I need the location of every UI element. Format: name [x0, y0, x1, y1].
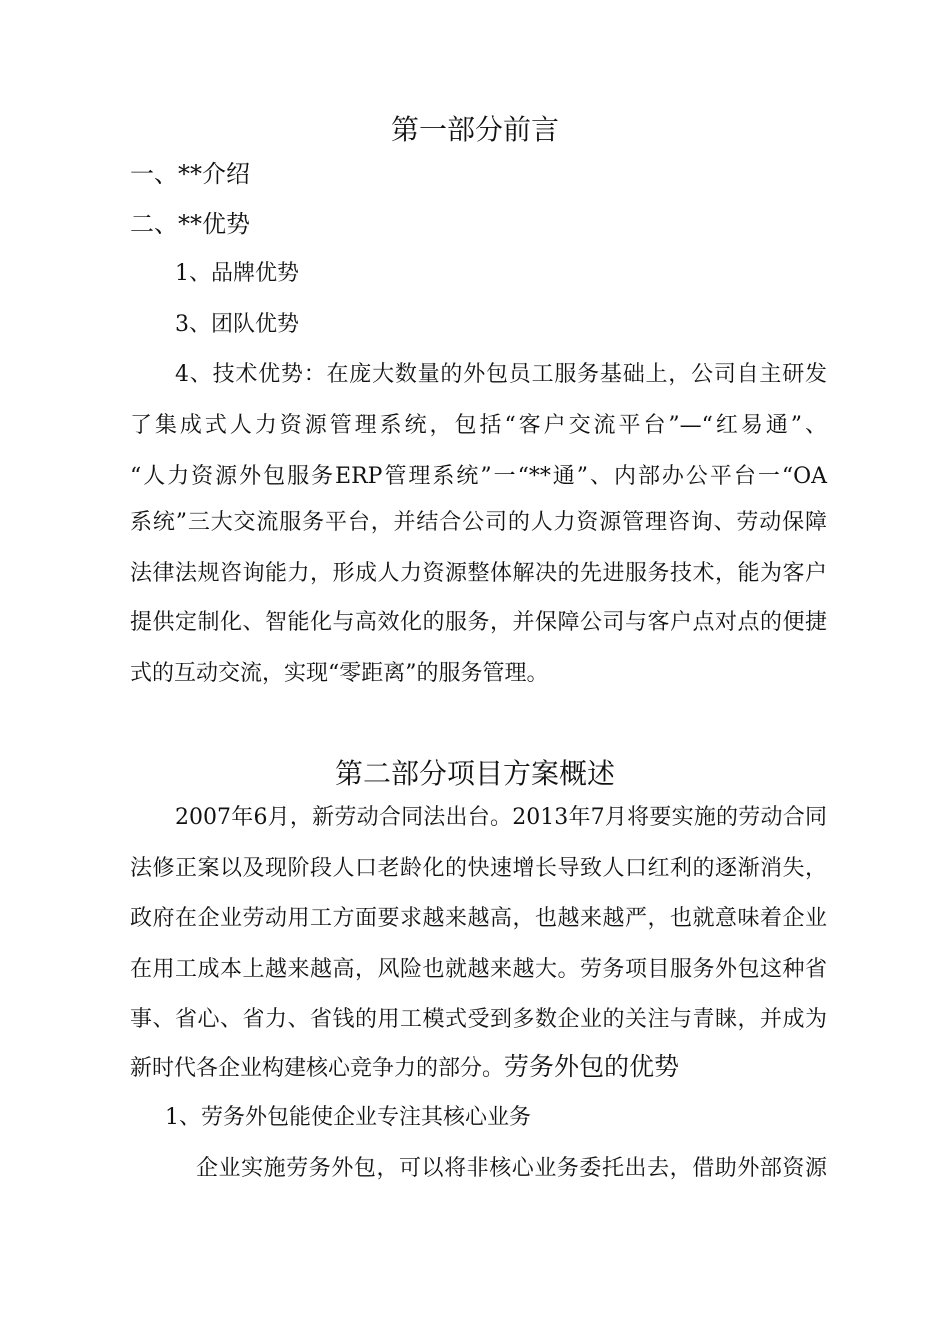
overview-paragraph-line: 法修正案以及现阶段人口老龄化的快速增长导致人口红利的逐渐消失， [130, 856, 827, 881]
section-heading-introduction: 一、**介绍 [130, 160, 250, 188]
overview-paragraph-last-line [130, 1052, 679, 1084]
tech-paragraph-line: 系统”三大交流服务平台，并结合公司的人力资源管理咨询、劳动保障 [130, 510, 827, 535]
overview-paragraph-line: 新时代各企业构建核心竞争力的部分。 [130, 1056, 505, 1081]
overview-paragraph-line: 2007年6月，新劳动合同法出台。2013年7月将要实施的劳动合同 [175, 805, 827, 830]
item-team-advantage: 3、团队优势 [175, 312, 299, 337]
item-brand-advantage: 1、品牌优势 [175, 261, 299, 286]
section-heading-advantages: 二、**优势 [130, 210, 250, 238]
subheading-core-business: 1、劳务外包能使企业专注其核心业务 [165, 1105, 531, 1130]
tech-paragraph-line: 式的互动交流，实现“零距离”的服务管理。 [130, 661, 549, 686]
part1-title: 第一部分前言 [390, 113, 559, 146]
part2-title: 第二部分项目方案概述 [334, 757, 615, 790]
overview-paragraph-line: 在用工成本上越来越高，风险也就越来越大。劳务项目服务外包这种省 [130, 957, 827, 982]
outsourcing-advantages-heading: 劳务外包的优势 [504, 1052, 680, 1081]
tech-paragraph-line: 了集成式人力资源管理系统，包括“客户交流平台”—“红易通”、 [130, 413, 827, 438]
tech-paragraph-line: 法律法规咨询能力，形成人力资源整体解决的先进服务技术，能为客户 [130, 561, 827, 586]
overview-paragraph-line: 事、省心、省力、省钱的用工模式受到多数企业的关注与青睐，并成为 [130, 1007, 827, 1032]
tech-paragraph-line: 提供定制化、智能化与高效化的服务，并保障公司与客户点对点的便捷 [130, 610, 827, 635]
tech-paragraph-line: “人力资源外包服务ERP管理系统”一“**通”、内部办公平台一“OA [130, 464, 827, 489]
overview-paragraph-line: 政府在企业劳动用工方面要求越来越高，也越来越严，也就意味着企业 [130, 906, 827, 931]
tech-paragraph-line: 4、技术优势：在庞大数量的外包员工服务基础上，公司自主研发 [175, 362, 827, 387]
body-text-line: 企业实施劳务外包，可以将非核心业务委托出去，借助外部资源 [196, 1156, 827, 1181]
